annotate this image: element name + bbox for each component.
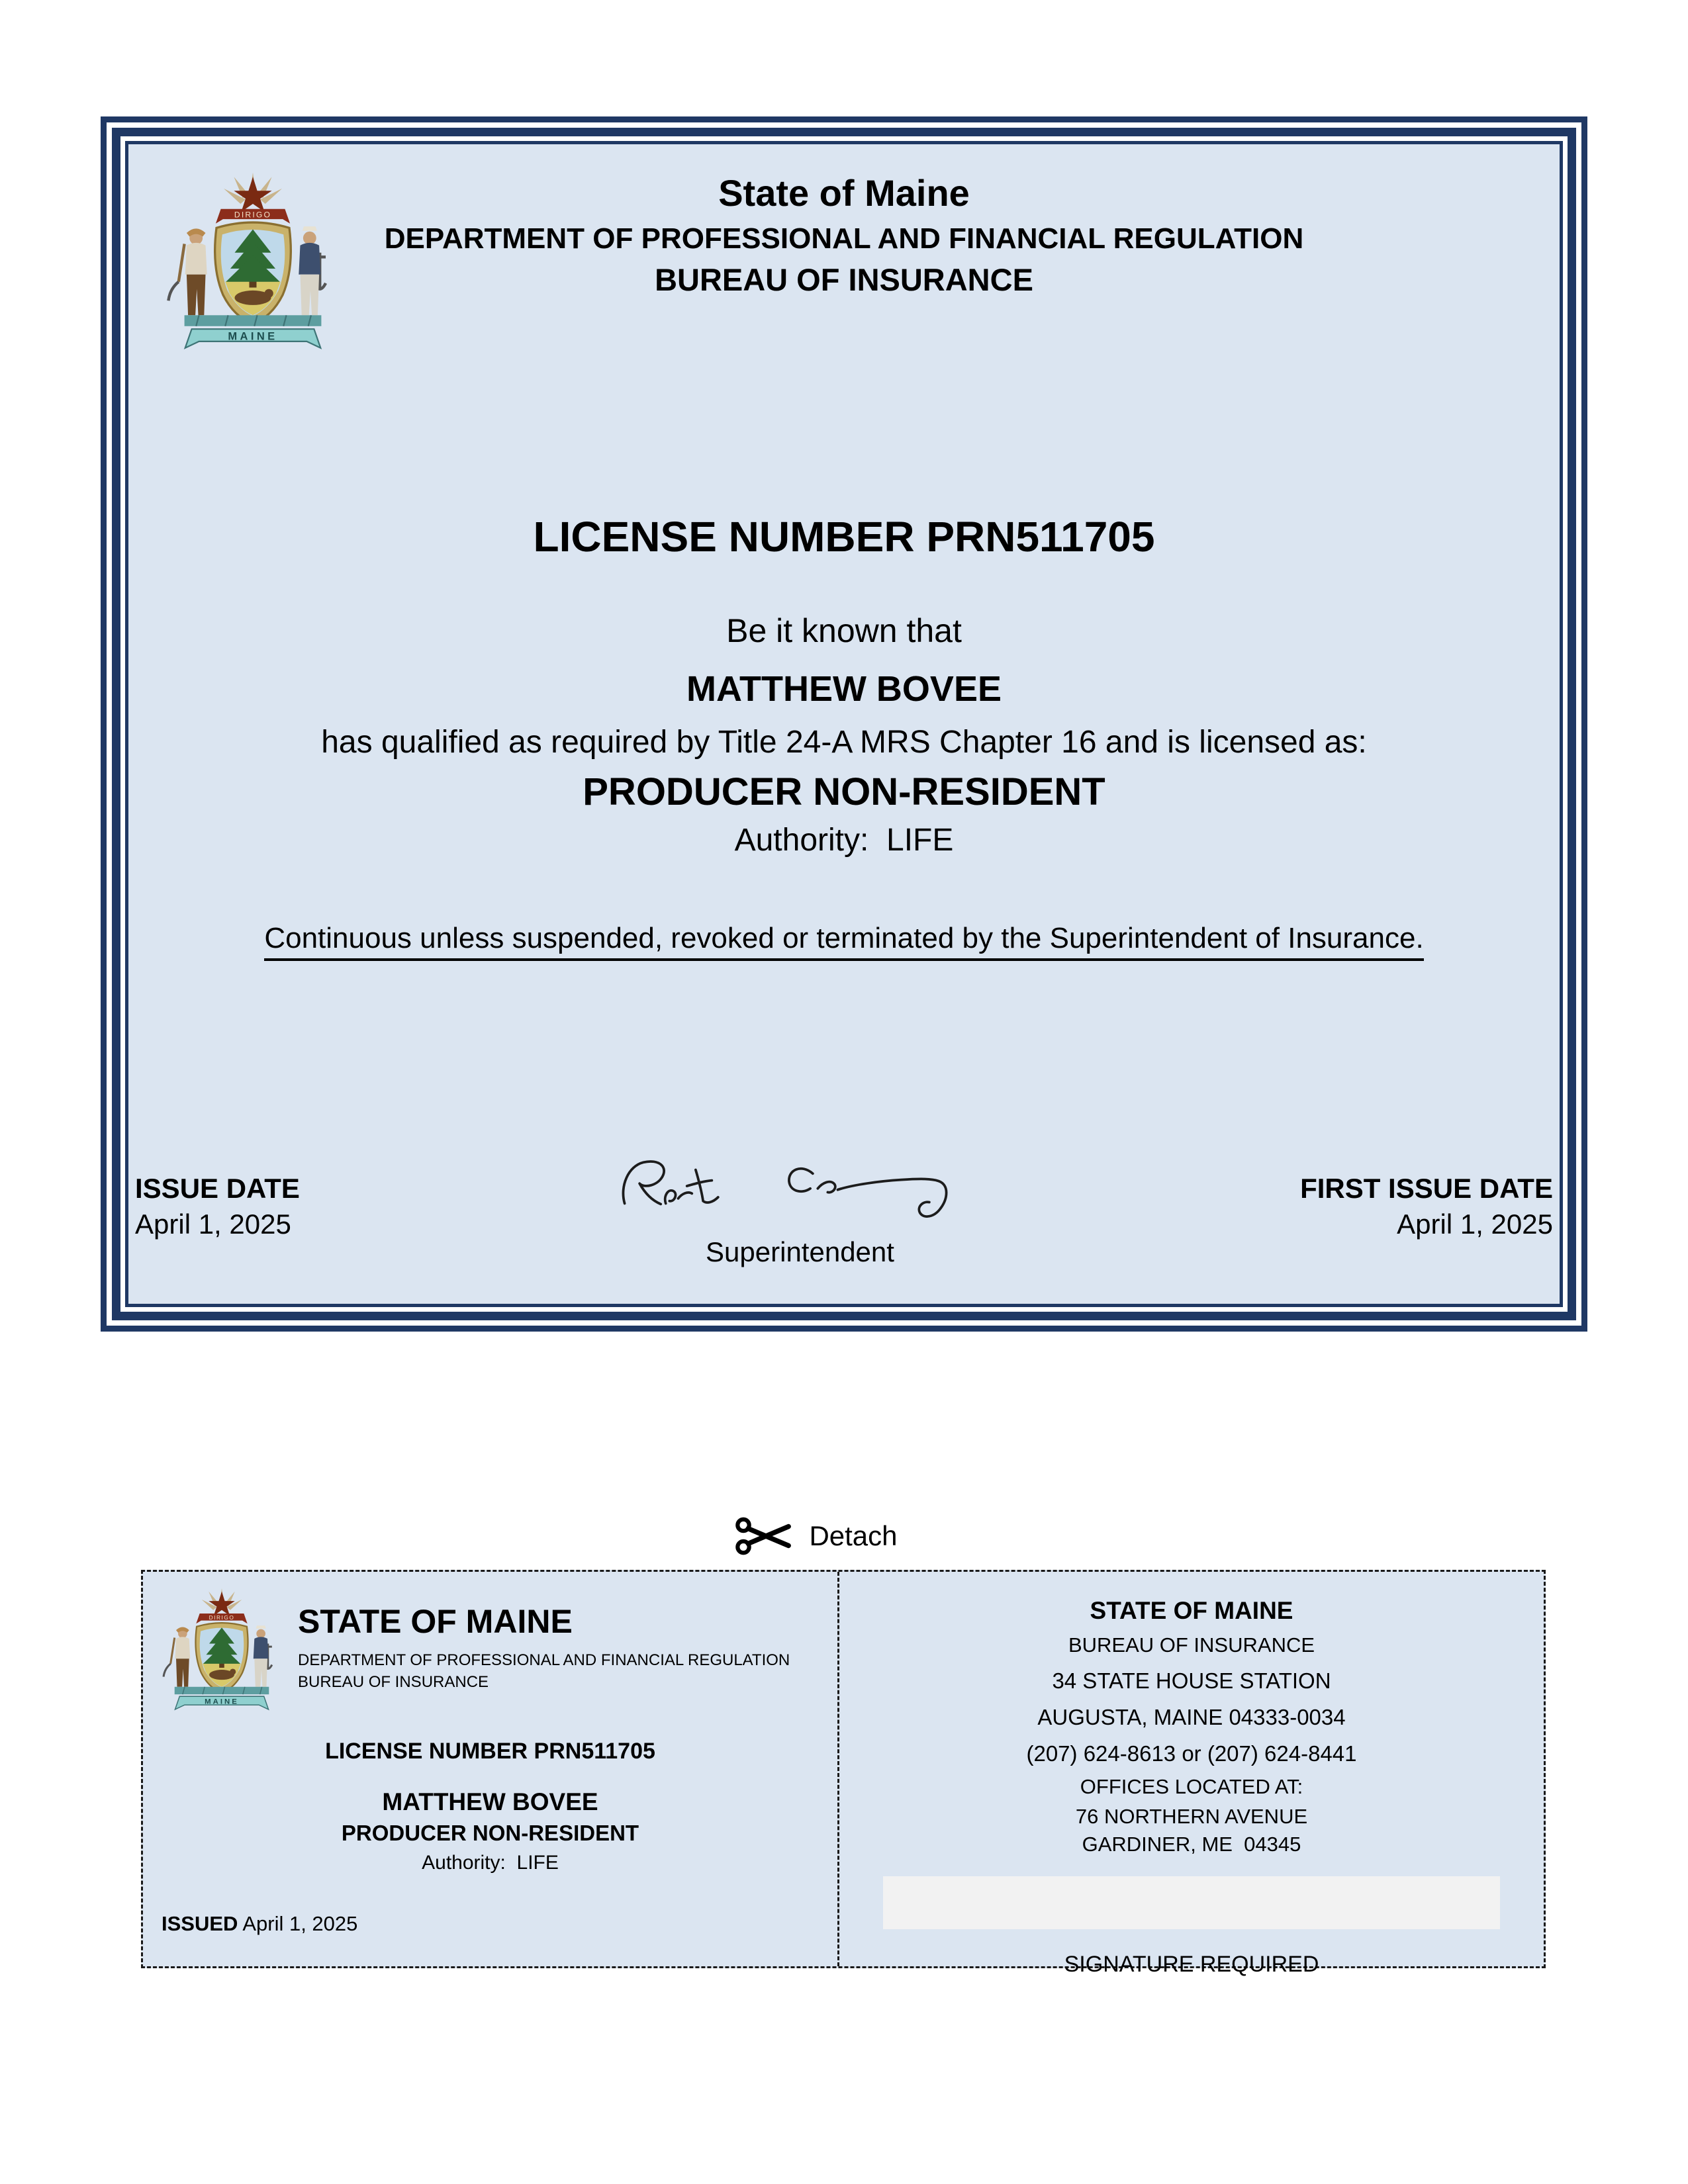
wallet-card-department: DEPARTMENT OF PROFESSIONAL AND FINANCIAL REGULATION <box>298 1651 790 1669</box>
license-number-line: LICENSE NUMBER PRN511705 <box>533 513 1155 561</box>
wallet-card-licensee-name: MATTHEW BOVEE <box>382 1788 598 1815</box>
address-line-1: 34 STATE HOUSE STATION <box>1052 1668 1331 1693</box>
offices-located-label: OFFICES LOCATED AT: <box>1080 1775 1303 1798</box>
issued-label: ISSUED <box>162 1912 238 1935</box>
first-issue-date-label: FIRST ISSUE DATE <box>1300 1172 1553 1204</box>
first-issue-date-value: April 1, 2025 <box>1397 1208 1553 1240</box>
detachable-cards <box>141 1570 1546 1977</box>
license-type: PRODUCER NON-RESIDENT <box>583 770 1105 813</box>
detach-row <box>0 1516 1659 1557</box>
issue-date-label: ISSUE DATE <box>135 1172 300 1204</box>
certificate-footer <box>135 1134 1553 1271</box>
certificate-border-middle <box>112 128 1576 1320</box>
continuous-statement: Continuous unless suspended, revoked or terminated by the Superintendent of Insurance. <box>264 922 1423 961</box>
issued-date: April 1, 2025 <box>242 1912 358 1935</box>
certificate-body <box>125 141 1563 1307</box>
licensee-name: MATTHEW BOVEE <box>686 669 1002 709</box>
address-card <box>839 1572 1544 1977</box>
detach-label: Detach <box>809 1520 898 1551</box>
wallet-card <box>143 1572 839 1966</box>
certificate-main-block <box>128 512 1560 961</box>
continuous-statement-wrap <box>128 922 1560 961</box>
phone-line: (207) 624-8613 or (207) 624-8441 <box>1026 1741 1357 1766</box>
issue-date-block <box>135 1171 300 1271</box>
wallet-card-license-type: PRODUCER NON-RESIDENT <box>341 1821 639 1845</box>
address-line-2: AUGUSTA, MAINE 04333-0034 <box>1037 1705 1346 1729</box>
signature-block <box>602 1134 999 1271</box>
maine-state-seal-small-icon <box>162 1586 282 1724</box>
wallet-card-authority: Authority: LIFE <box>422 1852 559 1874</box>
issue-date-value: April 1, 2025 <box>135 1208 291 1240</box>
address-card-bureau: BUREAU OF INSURANCE <box>1068 1633 1315 1657</box>
wallet-card-license-number: LICENSE NUMBER PRN511705 <box>325 1739 655 1764</box>
certificate-bureau: BUREAU OF INSURANCE <box>655 261 1033 297</box>
wallet-card-license-block <box>143 1739 837 1874</box>
office-address-2: GARDINER, ME 04345 <box>1082 1833 1301 1856</box>
authority-line: Authority: LIFE <box>734 823 954 858</box>
wallet-card-header <box>298 1601 790 1692</box>
office-address-1: 76 NORTHERN AVENUE <box>1075 1805 1308 1828</box>
signer-title: Superintendent <box>706 1236 894 1268</box>
scissors-icon <box>732 1516 796 1557</box>
signature-box <box>883 1876 1500 1929</box>
signature-required-label: SIGNATURE REQUIRED <box>1064 1952 1319 1977</box>
license-certificate <box>101 116 1587 1332</box>
wallet-card-title: STATE OF MAINE <box>298 1603 573 1640</box>
certificate-state-title: State of Maine <box>718 172 970 214</box>
certificate-header <box>128 171 1560 298</box>
wallet-card-issued-line <box>162 1912 357 1936</box>
address-card-title: STATE OF MAINE <box>1090 1597 1293 1624</box>
superintendent-signature <box>602 1134 999 1240</box>
wallet-card-bureau: BUREAU OF INSURANCE <box>298 1672 489 1691</box>
be-it-known-line: Be it known that <box>726 612 962 649</box>
certificate-department: DEPARTMENT OF PROFESSIONAL AND FINANCIAL REGULATION <box>384 222 1304 255</box>
qualification-line: has qualified as required by Title 24-A MRS Chapter 16 and is licensed as: <box>321 725 1367 760</box>
first-issue-date-block <box>1300 1171 1553 1271</box>
